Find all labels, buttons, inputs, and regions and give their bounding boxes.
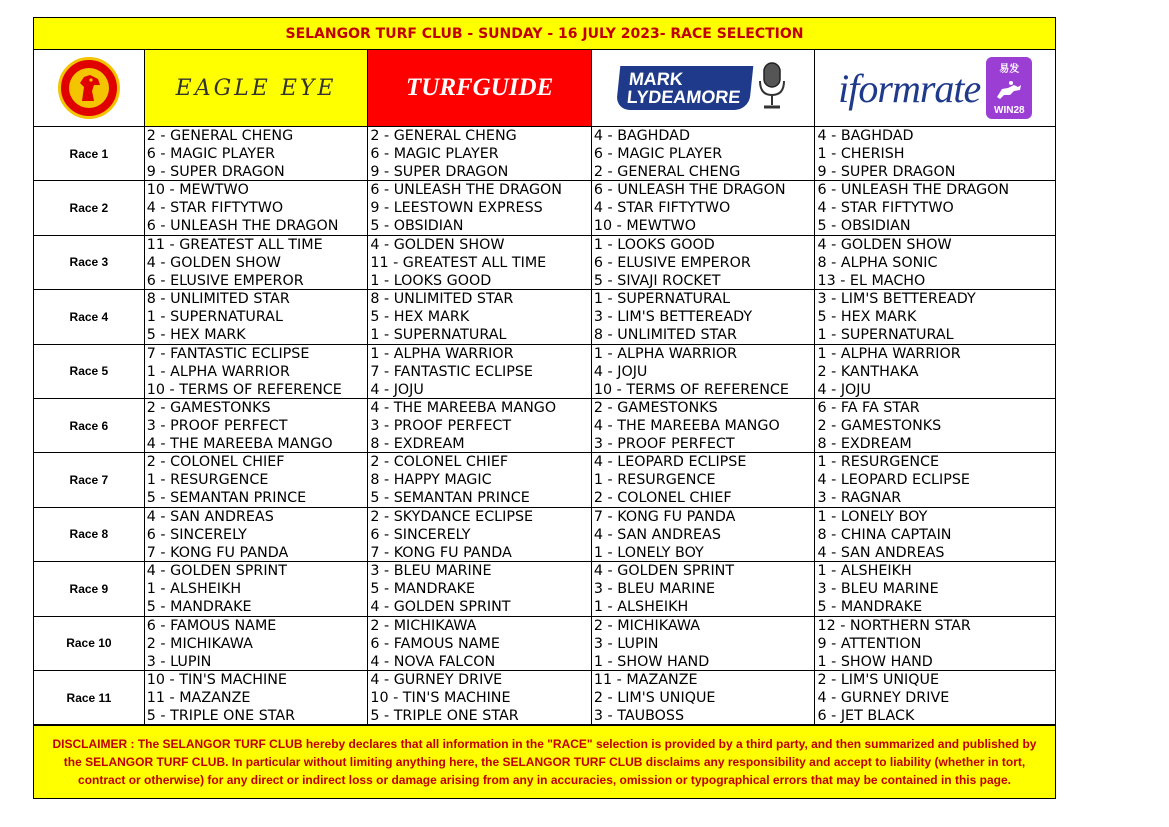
- horse-pick: 1 - ALSHEIKH: [593, 599, 689, 616]
- mark-logo-line1: MARK: [627, 69, 684, 89]
- horse-pick: 6 - FAMOUS NAME: [370, 635, 500, 652]
- horse-pick: 4 - GOLDEN SPRINT: [370, 599, 511, 616]
- tipster-picks-cell: [815, 290, 1055, 343]
- horse-pick: 4 - GOLDEN SHOW: [370, 236, 505, 253]
- horse-pick: 9 - LEESTOWN EXPRESS: [370, 200, 543, 217]
- horse-pick: 5 - TRIPLE ONE STAR: [370, 707, 519, 724]
- mark-lydeamore-logo-cell: [592, 50, 816, 126]
- tipster-picks-cell: [592, 508, 816, 561]
- horse-pick: 6 - UNLEASH THE DRAGON: [817, 182, 1010, 199]
- horse-pick: 3 - RAGNAR: [817, 490, 902, 507]
- horse-pick: 4 - STAR FIFTYTWO: [817, 200, 954, 217]
- horse-pick: 4 - JOJU: [817, 381, 871, 398]
- tipster-picks-cell: [815, 127, 1055, 180]
- race-selection-table: [33, 127, 1056, 725]
- tipster-picks-cell: [368, 562, 592, 615]
- horse-pick: 4 - JOJU: [593, 363, 648, 380]
- horse-pick: 9 - SUPER DRAGON: [146, 164, 285, 180]
- horse-pick: 5 - HEX MARK: [370, 309, 470, 326]
- horse-pick: 1 - SUPERNATURAL: [370, 327, 507, 344]
- tipster-picks-cell: [592, 181, 816, 234]
- horse-pick: 6 - FA FA STAR: [817, 399, 920, 416]
- horse-pick: 7 - KONG FU PANDA: [593, 508, 736, 525]
- horse-pick: 4 - LEOPARD ECLIPSE: [817, 472, 970, 489]
- tipster-picks-cell: [592, 453, 816, 506]
- jockey-horse-icon: [994, 79, 1024, 101]
- horse-pick: 4 - STAR FIFTYTWO: [593, 200, 731, 217]
- horse-pick: 10 - TIN'S MACHINE: [370, 689, 511, 706]
- horse-pick: 2 - COLONEL CHIEF: [370, 454, 509, 471]
- tipster-picks-cell: [368, 127, 592, 180]
- horse-pick: 2 - GAMESTONKS: [817, 417, 942, 434]
- tipster-picks-cell: [145, 508, 369, 561]
- tipster-picks-cell: [592, 399, 816, 452]
- horse-pick: 7 - KONG FU PANDA: [146, 544, 289, 561]
- horse-pick: 1 - CHERISH: [817, 146, 905, 162]
- horse-pick: 4 - THE MAREEBA MANGO: [593, 417, 780, 434]
- horse-pick: 3 - LIM'S BETTEREADY: [593, 309, 753, 326]
- horse-pick: 2 - LIM'S UNIQUE: [593, 689, 716, 706]
- tipster-picks-cell: [815, 181, 1055, 234]
- horse-pick: 4 - LEOPARD ECLIPSE: [593, 454, 747, 471]
- race-label: Race 4: [34, 290, 145, 343]
- race-label: Race 2: [34, 181, 145, 234]
- horse-pick: 1 - LOOKS GOOD: [370, 272, 492, 289]
- horse-pick: 2 - GAMESTONKS: [146, 399, 271, 416]
- horse-pick: 4 - GOLDEN SPRINT: [146, 563, 287, 580]
- tipster-picks-cell: [145, 290, 369, 343]
- horse-pick: 10 - TIN'S MACHINE: [146, 671, 287, 688]
- horse-pick: 6 - UNLEASH THE DRAGON: [370, 182, 562, 199]
- horse-pick: 3 - BLEU MARINE: [370, 563, 492, 580]
- horse-pick: 11 - GREATEST ALL TIME: [146, 236, 323, 253]
- tipster-picks-cell: [368, 345, 592, 398]
- horse-pick: 2 - COLONEL CHIEF: [593, 490, 732, 507]
- horse-pick: 2 - KANTHAKA: [817, 363, 919, 380]
- horse-pick: 1 - ALSHEIKH: [817, 563, 912, 580]
- microphone-icon: [755, 61, 789, 115]
- tipster-picks-cell: [145, 399, 369, 452]
- horse-pick: 6 - ELUSIVE EMPEROR: [593, 254, 751, 271]
- tipster-logo-row: [33, 50, 1056, 127]
- horse-pick: 6 - UNLEASH THE DRAGON: [593, 182, 786, 199]
- horse-pick: 6 - JET BLACK: [817, 707, 915, 724]
- horse-pick: 4 - SAN ANDREAS: [593, 526, 721, 543]
- horse-pick: 8 - HAPPY MAGIC: [370, 472, 492, 489]
- horse-pick: 1 - SHOW HAND: [593, 653, 710, 670]
- mark-lydeamore-logo: [615, 66, 753, 110]
- club-logo: [58, 57, 120, 119]
- horse-pick: 4 - NOVA FALCON: [370, 653, 496, 670]
- horse-pick: 4 - SAN ANDREAS: [817, 544, 945, 561]
- table-row: [34, 399, 1055, 453]
- horse-pick: 1 - ALPHA WARRIOR: [370, 345, 514, 362]
- race-label: Race 1: [34, 127, 145, 180]
- tipster-picks-cell: [592, 671, 816, 724]
- table-row: [34, 290, 1055, 344]
- tipster-picks-cell: [368, 617, 592, 670]
- horse-pick: 3 - BLEU MARINE: [817, 581, 939, 598]
- horse-pick: 6 - MAGIC PLAYER: [370, 146, 499, 162]
- horse-pick: 3 - PROOF PERFECT: [370, 417, 512, 434]
- horse-pick: 5 - SEMANTAN PRINCE: [146, 490, 307, 507]
- horse-pick: 2 - MICHIKAWA: [146, 635, 253, 652]
- horse-pick: 3 - PROOF PERFECT: [146, 417, 288, 434]
- horse-pick: 3 - LIM'S BETTEREADY: [817, 291, 976, 308]
- horse-pick: 10 - MEWTWO: [593, 218, 696, 235]
- tipster-picks-cell: [145, 127, 369, 180]
- horse-pick: 1 - SHOW HAND: [817, 653, 933, 670]
- horse-pick: 2 - GAMESTONKS: [593, 399, 718, 416]
- tipster-picks-cell: [145, 562, 369, 615]
- horse-pick: 5 - OBSIDIAN: [370, 218, 464, 235]
- horse-pick: 6 - SINCERELY: [146, 526, 247, 543]
- disclaimer-text: DISCLAIMER : The SELANGOR TURF CLUB hereby declares that all information in the "RACE" selection is provided by a third party, and then summarized and published by the SELANGOR TURF CLUB. In particular without limiting anything here, the SELANGOR TURF CLUB disclaims any responsibility and accept to liability (whether in tort, contract or otherwise) for any direct or indirect loss or damage arising from any in accuracies, omission or typographical errors that may be contained in this page.: [33, 725, 1056, 799]
- tipster-picks-cell: [145, 181, 369, 234]
- race-label: Race 5: [34, 345, 145, 398]
- tipster-picks-cell: [815, 562, 1055, 615]
- race-label: Race 3: [34, 236, 145, 289]
- turfguide-logo: TURFGUIDE: [406, 74, 554, 101]
- tipster-picks-cell: [592, 562, 816, 615]
- tipster-picks-cell: [592, 236, 816, 289]
- table-row: [34, 127, 1055, 181]
- race-label: Race 8: [34, 508, 145, 561]
- horse-pick: 3 - LUPIN: [146, 653, 212, 670]
- race-label: Race 9: [34, 562, 145, 615]
- horse-pick: 8 - EXDREAM: [817, 435, 912, 452]
- table-row: [34, 671, 1055, 725]
- horse-pick: 3 - TAUBOSS: [593, 707, 685, 724]
- horse-pick: 3 - LUPIN: [593, 635, 659, 652]
- horse-pick: 1 - RESURGENCE: [146, 472, 269, 489]
- tipster-picks-cell: [145, 345, 369, 398]
- horse-head-icon: [69, 68, 109, 108]
- horse-pick: 11 - GREATEST ALL TIME: [370, 254, 547, 271]
- horse-pick: 5 - HEX MARK: [817, 309, 917, 326]
- horse-pick: 9 - SUPER DRAGON: [370, 164, 509, 180]
- eagle-eye-logo: EAGLE EYE: [175, 75, 337, 101]
- horse-pick: 5 - MANDRAKE: [146, 599, 252, 616]
- tipster-picks-cell: [592, 127, 816, 180]
- horse-pick: 1 - LONELY BOY: [817, 508, 928, 525]
- win28-badge-top: 易发: [999, 64, 1020, 75]
- horse-pick: 4 - BAGHDAD: [817, 128, 914, 144]
- horse-pick: 1 - RESURGENCE: [817, 454, 940, 471]
- tipster-picks-cell: [368, 671, 592, 724]
- horse-pick: 13 - EL MACHO: [817, 272, 926, 289]
- horse-pick: 1 - SUPERNATURAL: [817, 327, 954, 344]
- table-row: [34, 181, 1055, 235]
- horse-pick: 2 - COLONEL CHIEF: [146, 454, 285, 471]
- horse-pick: 1 - LOOKS GOOD: [593, 236, 715, 253]
- horse-pick: 2 - LIM'S UNIQUE: [817, 671, 940, 688]
- mark-logo-line2: LYDEAMORE: [625, 87, 741, 107]
- horse-pick: 4 - THE MAREEBA MANGO: [370, 399, 557, 416]
- horse-pick: 4 - GOLDEN SHOW: [817, 236, 952, 253]
- horse-pick: 2 - GENERAL CHENG: [370, 128, 517, 144]
- tipster-picks-cell: [815, 508, 1055, 561]
- tipster-picks-cell: [592, 617, 816, 670]
- horse-pick: 10 - TERMS OF REFERENCE: [593, 381, 789, 398]
- tipster-picks-cell: [815, 671, 1055, 724]
- horse-pick: 6 - UNLEASH THE DRAGON: [146, 218, 339, 235]
- horse-pick: 2 - GENERAL CHENG: [593, 164, 741, 180]
- horse-pick: 1 - RESURGENCE: [593, 472, 716, 489]
- win28-badge: [986, 57, 1032, 119]
- tipster-picks-cell: [592, 290, 816, 343]
- horse-pick: 4 - BAGHDAD: [593, 128, 690, 144]
- tipster-picks-cell: [815, 345, 1055, 398]
- horse-pick: 6 - SINCERELY: [370, 526, 471, 543]
- race-label: Race 6: [34, 399, 145, 452]
- horse-pick: 6 - MAGIC PLAYER: [593, 146, 723, 162]
- horse-pick: 9 - ATTENTION: [817, 635, 922, 652]
- horse-pick: 4 - GOLDEN SPRINT: [593, 563, 735, 580]
- race-label: Race 10: [34, 617, 145, 670]
- horse-pick: 1 - SUPERNATURAL: [146, 309, 283, 326]
- horse-pick: 4 - GOLDEN SHOW: [146, 254, 281, 271]
- horse-pick: 1 - SUPERNATURAL: [593, 291, 731, 308]
- tipster-picks-cell: [592, 345, 816, 398]
- horse-pick: 4 - JOJU: [370, 381, 424, 398]
- horse-pick: 8 - UNLIMITED STAR: [370, 291, 514, 308]
- horse-pick: 7 - FANTASTIC ECLIPSE: [370, 363, 533, 380]
- horse-pick: 4 - THE MAREEBA MANGO: [146, 435, 333, 452]
- eagle-eye-logo-cell: [145, 50, 369, 126]
- table-row: [34, 508, 1055, 562]
- horse-pick: 5 - MANDRAKE: [370, 581, 476, 598]
- club-logo-cell: [34, 50, 145, 126]
- horse-pick: 1 - ALPHA WARRIOR: [593, 345, 738, 362]
- race-label: Race 7: [34, 453, 145, 506]
- horse-pick: 8 - UNLIMITED STAR: [146, 291, 290, 308]
- race-selection-sheet: [33, 17, 1056, 799]
- horse-pick: 5 - OBSIDIAN: [817, 218, 911, 235]
- horse-pick: 4 - STAR FIFTYTWO: [146, 200, 284, 217]
- horse-pick: 3 - PROOF PERFECT: [593, 435, 735, 452]
- win28-badge-bottom: WIN28: [994, 105, 1025, 116]
- horse-pick: 4 - GURNEY DRIVE: [370, 671, 503, 688]
- horse-pick: 10 - MEWTWO: [146, 182, 249, 199]
- horse-pick: 4 - SAN ANDREAS: [146, 508, 274, 525]
- tipster-picks-cell: [815, 453, 1055, 506]
- horse-pick: 1 - LONELY BOY: [593, 544, 704, 561]
- horse-pick: 7 - KONG FU PANDA: [370, 544, 512, 561]
- table-row: [34, 617, 1055, 671]
- horse-pick: 10 - TERMS OF REFERENCE: [146, 381, 342, 398]
- horse-pick: 5 - MANDRAKE: [817, 599, 923, 616]
- tipster-picks-cell: [145, 617, 369, 670]
- horse-pick: 5 - HEX MARK: [146, 327, 246, 344]
- table-row: [34, 562, 1055, 616]
- tipster-picks-cell: [815, 399, 1055, 452]
- horse-pick: 6 - MAGIC PLAYER: [146, 146, 276, 162]
- horse-pick: 2 - MICHIKAWA: [370, 617, 477, 634]
- page-title: SELANGOR TURF CLUB - SUNDAY - 16 JULY 2023- RACE SELECTION: [33, 17, 1056, 50]
- horse-pick: 5 - SIVAJI ROCKET: [593, 272, 721, 289]
- horse-pick: 5 - SEMANTAN PRINCE: [370, 490, 530, 507]
- horse-pick: 2 - SKYDANCE ECLIPSE: [370, 508, 534, 525]
- horse-pick: 9 - SUPER DRAGON: [817, 164, 956, 180]
- horse-pick: 8 - EXDREAM: [370, 435, 465, 452]
- horse-pick: 1 - ALSHEIKH: [146, 581, 242, 598]
- turfguide-logo-cell: [368, 50, 592, 126]
- tipster-picks-cell: [145, 671, 369, 724]
- table-row: [34, 453, 1055, 507]
- iformrate-logo-cell: [815, 50, 1055, 126]
- horse-pick: 4 - GURNEY DRIVE: [817, 689, 950, 706]
- tipster-picks-cell: [145, 236, 369, 289]
- race-label: Race 11: [34, 671, 145, 724]
- horse-pick: 11 - MAZANZE: [593, 671, 698, 688]
- table-row: [34, 345, 1055, 399]
- horse-pick: 8 - CHINA CAPTAIN: [817, 526, 952, 543]
- tipster-picks-cell: [368, 453, 592, 506]
- table-row: [34, 236, 1055, 290]
- iformrate-logo: iformrate: [838, 65, 981, 111]
- tipster-picks-cell: [815, 236, 1055, 289]
- tipster-picks-cell: [145, 453, 369, 506]
- horse-pick: 3 - BLEU MARINE: [593, 581, 716, 598]
- horse-pick: 2 - GENERAL CHENG: [146, 128, 294, 144]
- tipster-picks-cell: [815, 617, 1055, 670]
- horse-pick: 8 - UNLIMITED STAR: [593, 327, 737, 344]
- horse-pick: 6 - FAMOUS NAME: [146, 617, 277, 634]
- horse-pick: 1 - ALPHA WARRIOR: [146, 363, 290, 380]
- horse-pick: 1 - ALPHA WARRIOR: [817, 345, 961, 362]
- tipster-picks-cell: [368, 181, 592, 234]
- horse-pick: 8 - ALPHA SONIC: [817, 254, 938, 271]
- horse-pick: 12 - NORTHERN STAR: [817, 617, 971, 634]
- horse-pick: 6 - ELUSIVE EMPEROR: [146, 272, 304, 289]
- horse-pick: 11 - MAZANZE: [146, 689, 251, 706]
- horse-pick: 7 - FANTASTIC ECLIPSE: [146, 345, 310, 362]
- tipster-picks-cell: [368, 236, 592, 289]
- tipster-picks-cell: [368, 399, 592, 452]
- tipster-picks-cell: [368, 508, 592, 561]
- tipster-picks-cell: [368, 290, 592, 343]
- horse-pick: 2 - MICHIKAWA: [593, 617, 701, 634]
- horse-pick: 5 - TRIPLE ONE STAR: [146, 707, 296, 724]
